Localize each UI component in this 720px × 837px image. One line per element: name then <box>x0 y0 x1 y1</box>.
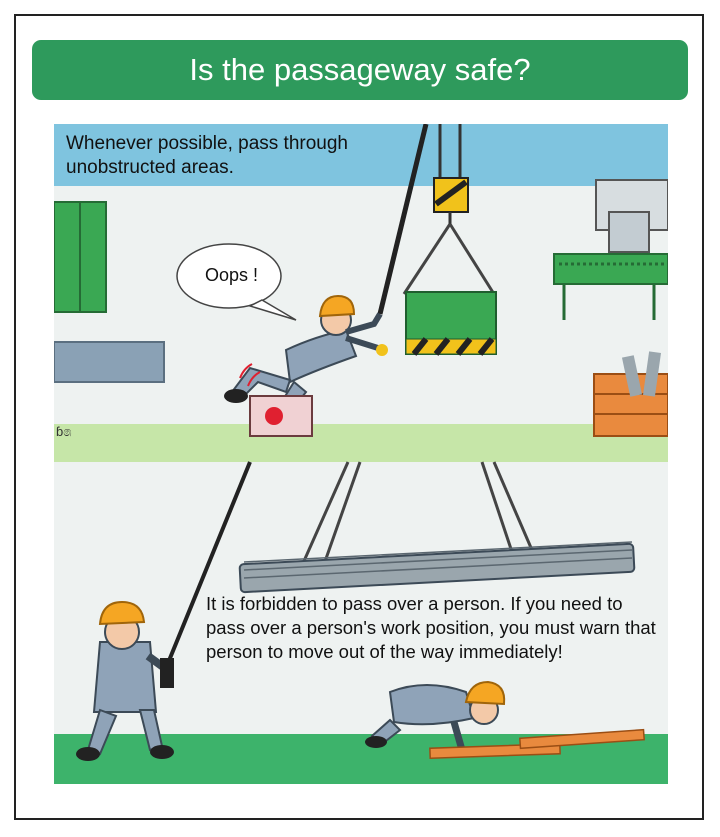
bottom-caption: It is forbidden to pass over a person. If you need to pass over a person's work position, you must warn that person to move out of the way immediately! <box>206 593 656 662</box>
speech-bubble-text: Oops ! <box>205 265 259 285</box>
illustration-panel-bottom <box>54 446 668 784</box>
conveyor <box>554 254 668 284</box>
top-band <box>54 446 668 462</box>
grey-bench <box>54 342 164 382</box>
corner-mark: ɓ෧ <box>56 424 72 439</box>
factory-wall <box>54 186 668 446</box>
page-title: Is the passageway safe? <box>189 52 531 87</box>
control-pendant <box>160 658 174 688</box>
floor-band <box>54 424 668 446</box>
title-banner <box>32 40 688 100</box>
top-caption: Whenever possible, pass through unobstructed areas. <box>66 133 348 178</box>
illustration-panel-top <box>54 124 668 446</box>
